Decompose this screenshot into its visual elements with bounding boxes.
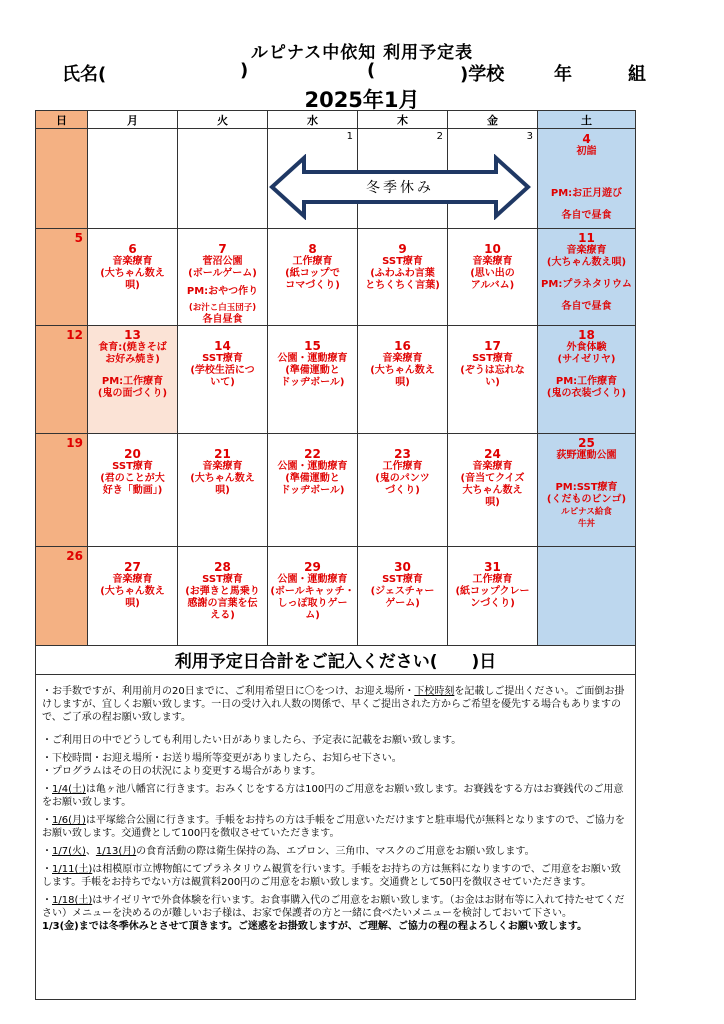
activity-line: 唄) — [395, 377, 410, 388]
activity-line: (音当てクイズ — [460, 473, 525, 484]
activity-line: 音楽療育 — [202, 461, 243, 472]
activity-line: ゲーム) — [385, 598, 420, 609]
activity-line: (ぞうは忘れな — [460, 365, 525, 376]
activity-line: PM:工作療育 — [101, 376, 164, 387]
date-number: 16 — [394, 339, 411, 353]
date-number: 20 — [124, 447, 141, 461]
weekday-sat: 土 — [538, 111, 636, 129]
date-number: 7 — [218, 242, 227, 256]
activity-line: PM:プラネタリウム — [541, 279, 632, 290]
activity-line: づくり) — [385, 485, 420, 496]
weekday-tue: 火 — [178, 111, 268, 129]
activity-line: ム) — [305, 610, 320, 621]
activity-line: ドッヂボール) — [280, 485, 345, 496]
activity-line: PM:お正月遊び — [550, 188, 623, 199]
activity-line: (紙コップクレー — [455, 586, 530, 597]
date-number: 15 — [304, 339, 321, 353]
activity-line: しっぽ取りゲー — [277, 598, 348, 609]
activity-line: お好み焼き) — [105, 354, 160, 365]
activity-line: ドッヂボール) — [280, 377, 345, 388]
winter-break-label: 冬季休み — [366, 180, 434, 196]
day-cell — [268, 326, 358, 434]
day-content — [360, 339, 445, 389]
day-cell — [538, 434, 636, 547]
activity-line: PM:工作療育 — [555, 376, 618, 387]
activity-line: (思い出の — [470, 268, 515, 279]
activity-line: (ボールゲーム) — [188, 268, 257, 279]
date-number: 29 — [304, 560, 321, 574]
notes-section — [35, 675, 636, 1000]
day-content — [540, 231, 633, 313]
day-cell — [538, 129, 636, 229]
activity-line: PM:おやつ作り — [186, 286, 259, 297]
activity-line: 菅沼公園 — [202, 256, 243, 267]
date-number: 13 — [124, 328, 141, 342]
weekday-mon: 月 — [88, 111, 178, 129]
day-cell — [36, 229, 88, 326]
activity-line: 唄) — [215, 485, 230, 496]
month-heading: 2025年1月 — [304, 88, 420, 112]
activity-line: (大ちゃん数え — [370, 365, 435, 376]
note-submission: ・お手数ですが、利用前月の20日までに、ご利用希望日に〇をつけ、お迎え場所・下校時刻を記載しご提出ください。ご面倒お掛けしますが、宜しくお願い致します。一日の受け入れ人数の関係で、早くご提出された方からご希望を優先する場合もありますので、ご了承の程お願い致します。 — [42, 686, 625, 723]
activity-line: SST療育 — [472, 353, 513, 364]
date-number: 11 — [578, 231, 595, 245]
activity-line: とちくちく言葉) — [365, 280, 440, 291]
day-cell — [178, 326, 268, 434]
day-cell — [358, 434, 448, 547]
weekday-fri: 金 — [448, 111, 538, 129]
day-cell — [268, 434, 358, 547]
day-content — [540, 436, 633, 530]
date-number: 14 — [214, 339, 231, 353]
note-request: ・ご利用日の中でどうしても利用したい日がありましたら、予定表に記載をお願い致します。 — [42, 735, 462, 746]
activity-line: (鬼の面づくり) — [97, 388, 168, 399]
activity-line: 食育:(焼きそば — [98, 342, 167, 353]
day-cell — [88, 326, 178, 434]
day-cell — [36, 547, 88, 646]
day-content — [450, 242, 535, 292]
date-number: 8 — [308, 242, 317, 256]
activity-line: える) — [210, 610, 235, 621]
activity-line: (準備運動と — [285, 473, 340, 484]
activity-line: 工作療育 — [292, 256, 333, 267]
activity-line: (鬼のパンツ — [375, 473, 430, 484]
day-content — [90, 560, 175, 610]
activity-line: 各自昼食 — [202, 314, 243, 325]
date-number: 28 — [214, 560, 231, 574]
day-cell — [358, 229, 448, 326]
day-cell — [358, 547, 448, 646]
day-content — [180, 339, 265, 389]
activity-line: SST療育 — [382, 574, 423, 585]
note-changes: ・下校時間・お迎え場所・お送り場所等変更がありましたら、お知らせ下さい。 — [42, 753, 402, 764]
activity-line: (大ちゃん数え唄) — [546, 257, 627, 268]
activity-line: 公園・運動療育 — [277, 461, 348, 472]
day-content — [180, 560, 265, 622]
activity-line: 感謝の言葉を伝 — [187, 598, 258, 609]
day-content — [90, 447, 175, 497]
note-jan4: ・1/4(土)は亀ヶ池八幡宮に行きます。おみくじをする方は100円のご用意をお願い致します。お賽銭をする方はお賽銭代のご用意をお願い致します。 — [42, 784, 624, 808]
page-title: ルピナス中依知 利用予定表 — [250, 43, 474, 63]
activity-line: (準備運動と — [285, 365, 340, 376]
day-cell — [538, 547, 636, 646]
activity-line: (学校生活につ — [190, 365, 255, 376]
date-number: 9 — [398, 242, 407, 256]
activity-line: (君のことが大 — [100, 473, 165, 484]
day-content — [450, 447, 535, 509]
day-cell — [88, 547, 178, 646]
weekday-sun: 日 — [36, 111, 88, 129]
date-number: 24 — [484, 447, 501, 461]
activity-line: SST療育 — [112, 461, 153, 472]
date-number: 25 — [578, 436, 595, 450]
activity-line: 唄) — [125, 280, 140, 291]
activity-line: 各自で昼食 — [561, 210, 612, 221]
activity-line: PM:SST療育 — [555, 482, 618, 493]
activity-line: い) — [485, 377, 500, 388]
activity-line: (ボールキャッチ・ — [270, 586, 355, 597]
day-cell — [178, 129, 268, 229]
activity-line: 大ちゃん数え — [462, 485, 523, 496]
note-jan6: ・1/6(月)は平塚総合公園に行きます。手帳をお持ちの方は手帳をご用意いただけますと駐車場代が無料となりますので、ご協力をお願い致します。交通費として100円を徴収させていただきます。 — [42, 815, 625, 839]
activity-line: コマづくり) — [285, 280, 340, 291]
day-content — [90, 242, 175, 292]
date-number: 22 — [304, 447, 321, 461]
day-content — [270, 560, 355, 622]
school-open-paren: ( — [367, 60, 376, 81]
day-cell — [448, 229, 538, 326]
day-content — [360, 560, 445, 610]
day-cell — [88, 229, 178, 326]
day-cell — [36, 326, 88, 434]
date-number: 10 — [484, 242, 501, 256]
date-number: 30 — [394, 560, 411, 574]
activity-line: (くだものビンゴ) — [546, 494, 627, 505]
activity-line: 音楽療育 — [472, 256, 513, 267]
activity-line: (大ちゃん数え — [190, 473, 255, 484]
day-content — [90, 328, 175, 400]
date-number: 17 — [484, 339, 501, 353]
date-number: 12 — [66, 328, 83, 342]
activity-line: (大ちゃん数え — [100, 268, 165, 279]
day-content — [450, 560, 535, 610]
day-cell — [36, 434, 88, 547]
activity-line: 音楽療育 — [112, 256, 153, 267]
date-number: 2 — [436, 131, 443, 142]
school-label: )学校 — [460, 64, 505, 85]
activity-line: (お汁こ白玉団子) — [188, 303, 257, 313]
date-number: 5 — [74, 231, 83, 245]
activity-line: (紙コップで — [285, 268, 340, 279]
date-number: 23 — [394, 447, 411, 461]
activity-line: 公園・運動療育 — [277, 353, 348, 364]
activity-line: 音楽療育 — [382, 353, 423, 364]
day-content — [270, 447, 355, 497]
activity-line: 唄) — [125, 598, 140, 609]
day-cell — [36, 129, 88, 229]
day-content — [360, 242, 445, 292]
activity-line: 唄) — [485, 497, 500, 508]
activity-line: アルバム) — [470, 280, 515, 291]
day-cell — [178, 547, 268, 646]
activity-line: 工作療育 — [472, 574, 513, 585]
total-days-prompt: 利用予定日合計をご記入ください( )日 — [35, 645, 636, 675]
weekday-wed: 水 — [268, 111, 358, 129]
activity-line: 外食体験 — [566, 342, 607, 353]
day-content — [360, 447, 445, 497]
date-number: 1 — [346, 131, 353, 142]
activity-line: (ジェスチャー — [370, 586, 435, 597]
day-cell — [358, 326, 448, 434]
day-cell — [88, 129, 178, 229]
activity-line: ンづくり) — [470, 598, 515, 609]
day-content — [270, 242, 355, 292]
day-cell — [538, 229, 636, 326]
day-content — [450, 339, 535, 389]
activity-line: 好き「動画」) — [102, 485, 163, 496]
activity-line: (大ちゃん数え — [100, 586, 165, 597]
activity-line: 音楽療育 — [566, 245, 607, 256]
date-number: 6 — [128, 242, 137, 256]
date-number: 27 — [124, 560, 141, 574]
activity-line: 牛丼 — [577, 519, 595, 529]
day-cell — [448, 326, 538, 434]
day-cell — [448, 547, 538, 646]
activity-line: (お弾きと馬乗り — [185, 586, 260, 597]
activity-line: SST療育 — [202, 353, 243, 364]
class-label: 組 — [628, 64, 646, 85]
date-number: 3 — [526, 131, 533, 142]
activity-line: SST療育 — [202, 574, 243, 585]
day-content — [180, 242, 265, 326]
day-cell — [448, 434, 538, 547]
activity-line: 荻野運動公園 — [556, 450, 617, 461]
date-number: 18 — [578, 328, 595, 342]
activity-line: (鬼の衣装づくり) — [546, 388, 627, 399]
date-number: 19 — [66, 436, 83, 450]
activity-line: 音楽療育 — [472, 461, 513, 472]
activity-line: ルピナス給食 — [561, 507, 612, 517]
note-jan11: ・1/11(土)は相模原市立博物館にてプラネタリウム観賞を行います。手帳をお持ちの方は無料になりますので、ご用意をお願い致します。手帳をお持ちでない方は観賞料200円のご用意をお願い致します。交通費として50円を徴収させていただきます。 — [42, 864, 621, 888]
activity-line: 音楽療育 — [112, 574, 153, 585]
date-number: 31 — [484, 560, 501, 574]
date-number: 26 — [66, 549, 83, 563]
day-cell — [268, 547, 358, 646]
date-number: 4 — [582, 132, 591, 146]
activity-line: (ふわふわ言葉 — [370, 268, 435, 279]
day-content — [540, 132, 633, 222]
day-cell — [268, 229, 358, 326]
name-close-paren: ) — [240, 60, 249, 81]
activity-line: (サイゼリヤ) — [557, 354, 616, 365]
activity-line: いて) — [210, 377, 235, 388]
note-jan7-13: ・1/7(火)、1/13(月)の食育活動の際は衛生保持の為、エプロン、三角巾、マスクのご用意をお願い致します。 — [42, 846, 535, 857]
activity-line: SST療育 — [382, 256, 423, 267]
grade-label: 年 — [554, 64, 572, 85]
name-label: 氏名( — [62, 64, 107, 85]
day-content — [270, 339, 355, 389]
activity-line: 公園・運動療育 — [277, 574, 348, 585]
day-content — [540, 328, 633, 400]
note-winter-break: 1/3(金)までは冬季休みとさせて頂きます。ご迷惑をお掛致しますが、ご理解、ご協力の程の程よろしくお願い致します。 — [42, 921, 588, 932]
note-jan18: ・1/18(土)はサイゼリヤで外食体験を行います。お食事購入代のご用意をお願い致します。（お金はお財布等に入れて持たせてください）メニューを決めるのが難しいお子様は、お家で保護者の方と一緒に食べたいメニューを検討しておいて下さい。 — [42, 895, 625, 919]
day-cell — [178, 229, 268, 326]
activity-line: 工作療育 — [382, 461, 423, 472]
day-cell — [88, 434, 178, 547]
activity-line: 初詣 — [576, 146, 597, 157]
day-content — [180, 447, 265, 497]
date-number: 21 — [214, 447, 231, 461]
day-cell — [178, 434, 268, 547]
note-program: ・プログラムはその日の状況により変更する場合があります。 — [42, 766, 322, 777]
day-cell — [538, 326, 636, 434]
activity-line: 各自で昼食 — [561, 301, 612, 312]
weekday-thu: 木 — [358, 111, 448, 129]
